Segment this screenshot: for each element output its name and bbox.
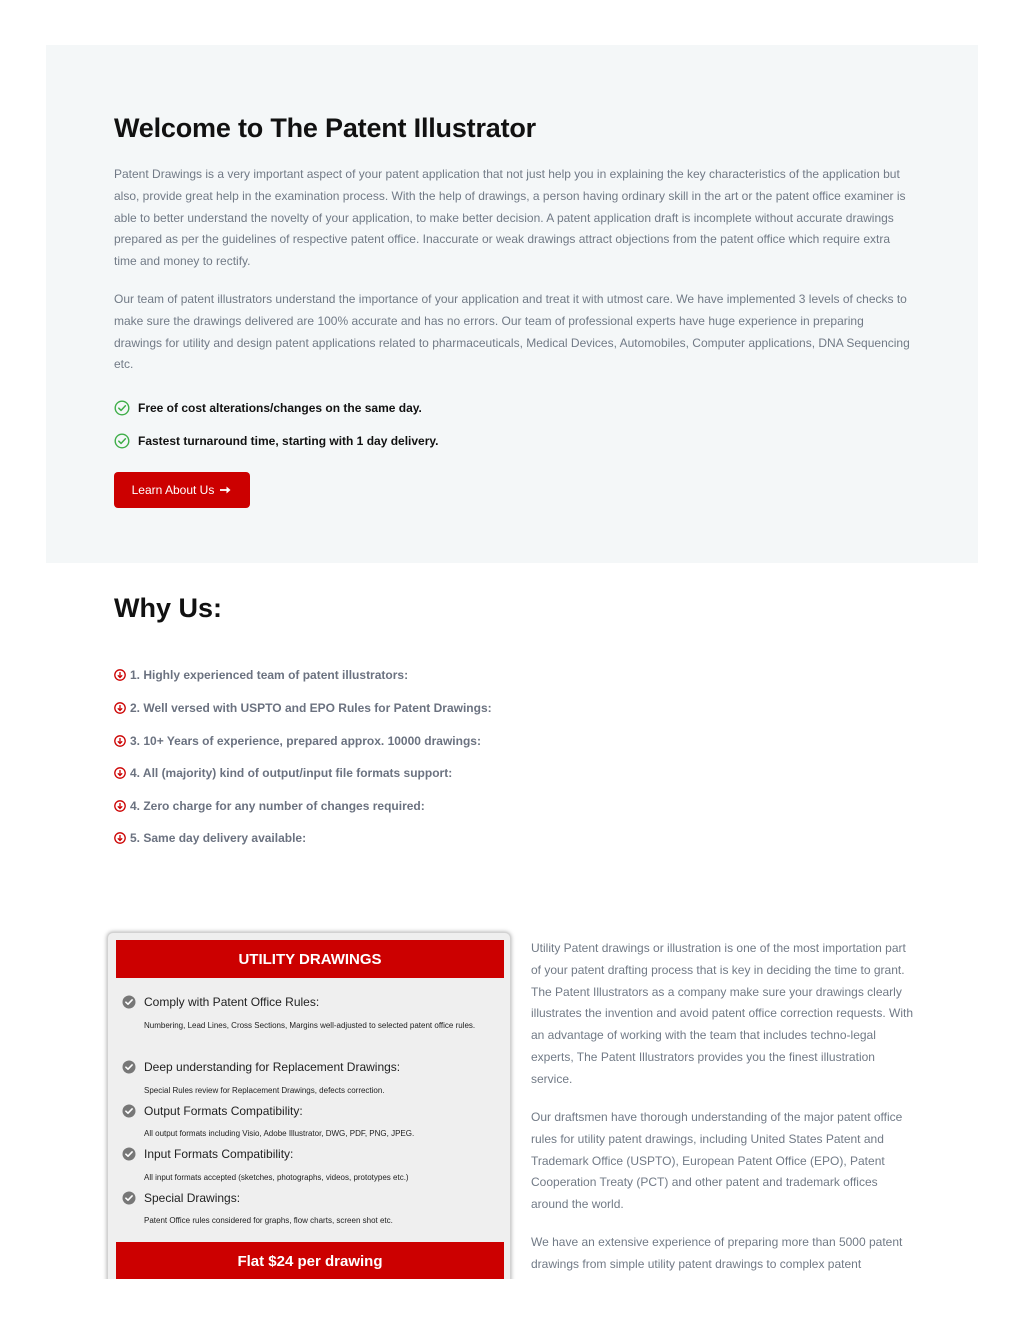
card-feature bbox=[122, 1147, 293, 1161]
card-feature bbox=[122, 1191, 240, 1205]
check-item-label: Free of cost alterations/changes on the same day. bbox=[138, 401, 422, 415]
check-circle-filled-icon bbox=[122, 1191, 136, 1205]
arrow-down-circle-icon bbox=[114, 669, 126, 681]
price-footer: Flat $24 per drawing bbox=[116, 1242, 504, 1280]
page-bottom-margin bbox=[0, 1279, 1024, 1325]
check-item-turnaround bbox=[114, 433, 439, 449]
card-feature-desc: All output formats including Visio, Adobe Illustrator, DWG, PDF, PNG, JPEG. bbox=[144, 1129, 415, 1138]
why-item-1 bbox=[114, 668, 408, 682]
check-item-alterations bbox=[114, 400, 422, 416]
check-circle-filled-icon bbox=[122, 995, 136, 1009]
welcome-paragraph-1: Patent Drawings is a very important aspect of your patent application that not just help you in explaining the key characteristics of the application but also, provide great help in the examination process. With the help of drawings, a person having ordinary skill in the art or the patent office examiner is able to better understand the novelty of your application, to make better decision. A patent application draft is incomplete without accurate drawings prepared as per the guidelines of respective patent office. Inaccurate or weak drawings attract objections from the patent office which require extra time and money to rectify. bbox=[114, 167, 906, 269]
utility-drawings-card bbox=[107, 932, 511, 1292]
card-feature-desc: Patent Office rules considered for graphs, flow charts, screen shot etc. bbox=[144, 1216, 393, 1225]
card-feature bbox=[122, 995, 319, 1009]
check-circle-filled-icon bbox=[122, 1060, 136, 1074]
side-paragraph-1: Utility Patent drawings or illustration is one of the most importation part of your patent drafting process that is key in deciding the time to grant. The Patent Illustrators as a company make sure your drawings clearly illustrates the invention and avoid patent office correction requests. With an advantage of working with the team that includes techno-legal experts, The Patent Illustrators provides you the finest illustration service. bbox=[531, 941, 913, 1086]
card-feature-title: Comply with Patent Office Rules: bbox=[144, 995, 320, 1009]
welcome-paragraph-2: Our team of patent illustrators understand the importance of your application and treat it with utmost care. We have implemented 3 levels of checks to make sure the drawings delivered are 100% accurate and has no errors. Our team of professional experts have huge experience in preparing drawings for utility and design patent applications related to pharmaceuticals, Medical Devices, Automobiles, Computer applications, DNA Sequencing etc. bbox=[114, 292, 910, 372]
why-item-label: 5. Same day delivery available: bbox=[130, 831, 307, 845]
check-circle-icon bbox=[114, 400, 130, 416]
card-feature-title: Input Formats Compatibility: bbox=[144, 1147, 294, 1161]
why-item-label: 1. Highly experienced team of patent illustrators: bbox=[130, 668, 409, 682]
arrow-right-icon bbox=[220, 485, 232, 495]
check-circle-filled-icon bbox=[122, 1147, 136, 1161]
why-item-6 bbox=[114, 831, 306, 845]
check-item-label: Fastest turnaround time, starting with 1 day delivery. bbox=[138, 434, 439, 448]
card-feature-desc: All input formats accepted (sketches, photographs, videos, prototypes etc.) bbox=[144, 1173, 409, 1182]
why-item-label: 2. Well versed with USPTO and EPO Rules for Patent Drawings: bbox=[130, 701, 492, 715]
card-feature-title: Special Drawings: bbox=[144, 1191, 241, 1205]
check-circle-icon bbox=[114, 433, 130, 449]
check-circle-filled-icon bbox=[122, 1104, 136, 1118]
card-feature-title: Output Formats Compatibility: bbox=[144, 1104, 303, 1118]
side-paragraph-2: Our draftsmen have thorough understanding of the major patent office rules for utility patent drawings, including United States Patent and Trademark Office (USPTO), European Patent Office (EPO), Patent Cooperation Treaty (PCT) and other patent and trademark offices around the world. bbox=[531, 1110, 903, 1212]
why-item-4 bbox=[114, 766, 452, 780]
arrow-down-circle-icon bbox=[114, 735, 126, 747]
card-feature-title: Deep understanding for Replacement Drawings: bbox=[144, 1060, 401, 1074]
card-feature bbox=[122, 1060, 400, 1074]
why-item-3 bbox=[114, 734, 481, 748]
card-feature-desc: Special Rules review for Replacement Drawings, defects correction. bbox=[144, 1086, 385, 1095]
why-item-label: 3. 10+ Years of experience, prepared approx. 10000 drawings: bbox=[130, 734, 481, 748]
arrow-down-circle-icon bbox=[114, 800, 126, 812]
why-item-2 bbox=[114, 701, 492, 715]
learn-about-us-button[interactable] bbox=[114, 472, 250, 508]
why-us-title: Why Us: bbox=[114, 593, 222, 623]
why-item-label: 4. Zero charge for any number of changes required: bbox=[130, 799, 425, 813]
side-paragraph-3: We have an extensive experience of preparing more than 5000 patent drawings from simple utility patent drawings to complex patent bbox=[531, 1235, 903, 1271]
welcome-section bbox=[46, 45, 978, 563]
card-feature-desc: Numbering, Lead Lines, Cross Sections, Margins well-adjusted to selected patent office rules. bbox=[144, 1021, 476, 1030]
learn-about-us-label: Learn About Us bbox=[131, 483, 215, 497]
arrow-down-circle-icon bbox=[114, 832, 126, 844]
why-item-5 bbox=[114, 799, 425, 813]
why-item-label: 4. All (majority) kind of output/input file formats support: bbox=[130, 766, 453, 780]
arrow-down-circle-icon bbox=[114, 702, 126, 714]
card-feature bbox=[122, 1104, 303, 1118]
arrow-down-circle-icon bbox=[114, 767, 126, 779]
welcome-title: Welcome to The Patent Illustrator bbox=[114, 113, 536, 143]
card-header: UTILITY DRAWINGS bbox=[116, 940, 504, 978]
